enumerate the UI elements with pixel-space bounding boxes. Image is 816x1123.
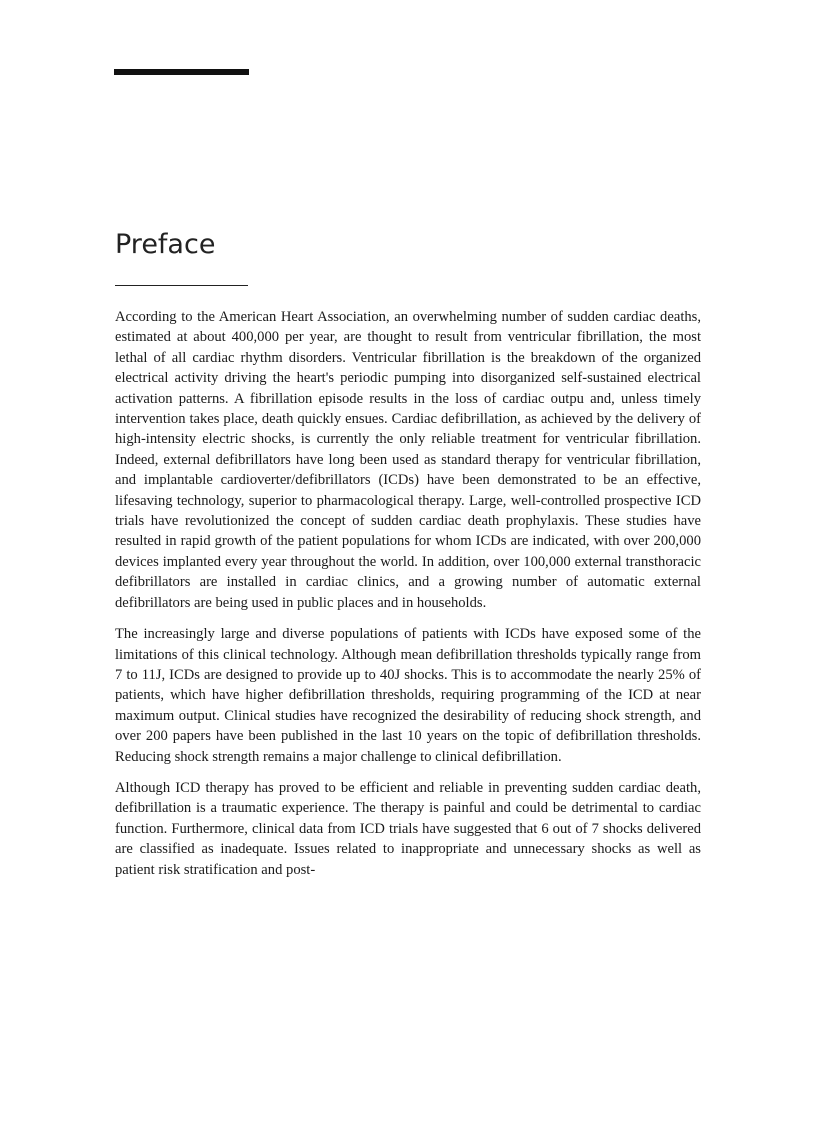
chapter-top-rule [114, 69, 249, 75]
body-text [115, 307, 701, 891]
paragraph: According to the American Heart Association, an overwhelming number of sudden cardiac deaths, estimated at about 400,000 per year, are thought to result from ventricular fibrillation, the most lethal of all cardiac rhythm disorders. Ventricular fibrillation is the breakdown of the organized electrical activity driving the heart's periodic pumping into disorganized self-sustained electrical activation patterns. A fibrillation episode results in the loss of cardiac outpu and, unless timely intervention takes place, death quickly ensues. Cardiac defibrillation, as achieved by the delivery of high-intensity electric shocks, is currently the only reliable treatment for ventricular fibrillation. Indeed, external defibrillators have long been used as standard therapy for ventricular fibrillation, and implantable cardioverter/defibrillators (ICDs) have been demonstrated to be an effective, lifesaving technology, superior to pharmacological therapy. Large, well-controlled prospective ICD trials have revolutionized the concept of sudden cardiac death prophylaxis. These studies have resulted in rapid growth of the patient populations for whom ICDs are indicated, with over 200,000 devices implanted every year throughout the world. In addition, over 100,000 external transthoracic defibrillators are installed in cardiac clinics, and a growing number of automatic external defibrillators are being used in public places and in households. [115, 309, 701, 611]
paragraph: Although ICD therapy has proved to be efficient and reliable in preventing sudden cardiac death, defibrillation is a traumatic experience. The therapy is painful and could be detrimental to cardiac function. Furthermore, clinical data from ICD trials have suggested that 6 out of 7 shocks delivered are classified as inadequate. Issues related to inappropriate and unnecessary shocks as well as patient risk stratification and post- [115, 779, 701, 878]
title-underline [115, 285, 248, 286]
page-title: Preface [115, 229, 216, 260]
paragraph: The increasingly large and diverse populations of patients with ICDs have exposed some of the limitations of this clinical technology. Although mean defibrillation thresholds typically range from 7 to 11J, ICDs are designed to provide up to 40J shocks. This is to accommodate the nearly 25% of patients, which have higher defibrillation thresholds, requiring programming of the ICD at near maximum output. Clinical studies have recognized the desirability of reducing shock strength, and over 200 papers have been published in the last 10 years on the topic of defibrillation thresholds. Reducing shock strength remains a major challenge to clinical defibrillation. [115, 626, 701, 765]
